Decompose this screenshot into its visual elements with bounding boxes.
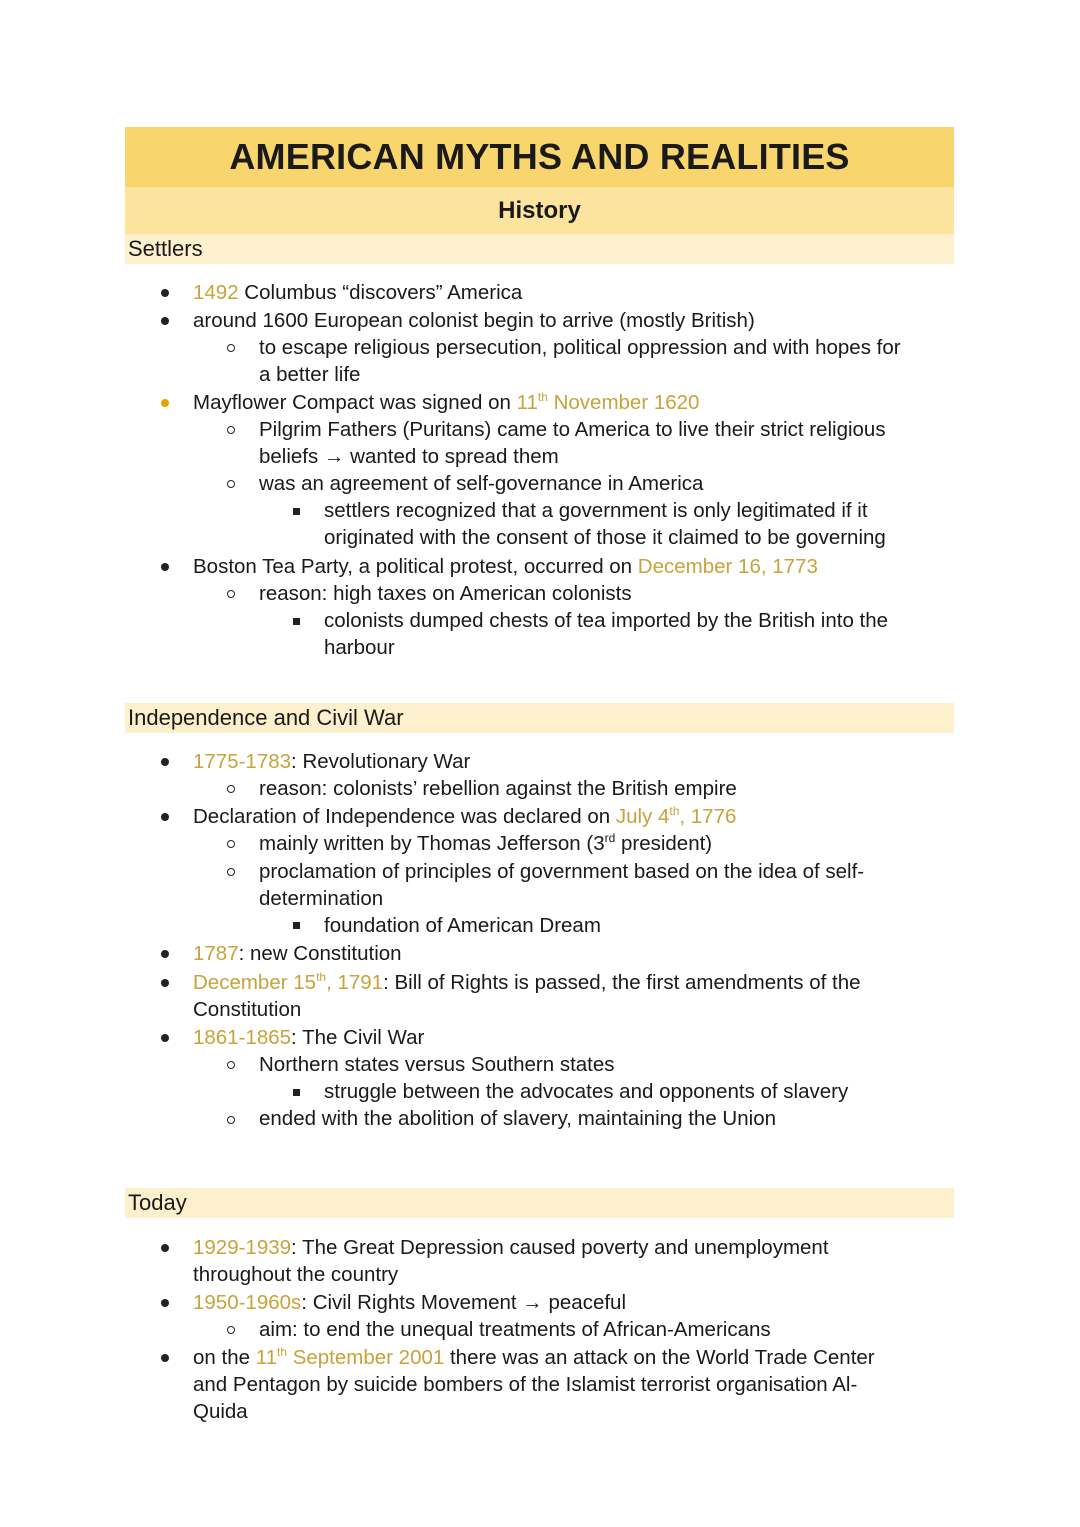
sub-sub-item: struggle between the advocates and opponents of slavery xyxy=(324,1080,849,1103)
item-text: : The Civil War xyxy=(291,1026,425,1049)
section-heading-settlers: Settlers xyxy=(125,234,954,264)
date-rest: , 1791 xyxy=(326,971,384,994)
sub-item: reason: high taxes on American colonists xyxy=(259,582,632,605)
date-day: July 4 xyxy=(615,805,670,828)
sub-sub-item: foundation of American Dream xyxy=(324,914,601,937)
sub-item: reason: colonists’ rebellion against the British empire xyxy=(259,777,737,800)
list-item xyxy=(193,969,861,996)
sub-bullet xyxy=(227,868,235,876)
date-rest: , 1776 xyxy=(679,805,737,828)
sub-bullet xyxy=(227,480,235,488)
list-item-continued: Constitution xyxy=(193,998,302,1021)
date-highlight: December 16, 1773 xyxy=(637,555,818,578)
list-item xyxy=(193,803,736,830)
sub-bullet xyxy=(227,344,235,352)
bullet xyxy=(161,1034,169,1042)
date-highlight: 1929-1939 xyxy=(193,1236,292,1259)
date-highlight xyxy=(616,805,737,828)
bullet xyxy=(161,1354,169,1362)
bullet xyxy=(161,758,169,766)
item-text-end: president) xyxy=(615,832,713,855)
date-highlight xyxy=(193,971,383,994)
list-item xyxy=(193,748,470,775)
sub-sub-item: colonists dumped chests of tea imported by the British into the xyxy=(324,609,889,632)
item-text: on the xyxy=(193,1346,256,1369)
square-bullet xyxy=(293,922,300,929)
date-suffix: th xyxy=(537,390,548,405)
square-bullet xyxy=(293,618,300,625)
date-rest: November 1620 xyxy=(547,391,700,414)
sub-sub-item: settlers recognized that a government is only legitimated if it xyxy=(324,499,868,522)
date-suffix: th xyxy=(276,1345,287,1360)
date-day: 11 xyxy=(255,1346,277,1369)
sub-bullet xyxy=(227,1116,235,1124)
section-heading-independence: Independence and Civil War xyxy=(125,703,954,733)
list-item-continued: throughout the country xyxy=(193,1263,399,1286)
list-item-continued: Quida xyxy=(193,1400,248,1423)
date-highlight xyxy=(517,391,700,414)
sub-item: was an agreement of self-governance in America xyxy=(259,472,704,495)
date-day: December 15 xyxy=(193,971,317,994)
page-subtitle: History xyxy=(498,196,581,224)
bullet xyxy=(161,813,169,821)
sub-bullet xyxy=(227,840,235,848)
list-item-continued: and Pentagon by suicide bombers of the Islamist terrorist organisation Al- xyxy=(193,1373,858,1396)
bullet xyxy=(161,563,169,571)
date-rest: September 2001 xyxy=(287,1346,445,1369)
sub-item: ended with the abolition of slavery, maintaining the Union xyxy=(259,1107,776,1130)
item-text: : Civil Rights Movement → peaceful xyxy=(301,1291,627,1314)
item-text: : Revolutionary War xyxy=(291,750,471,773)
item-text: Mayflower Compact was signed on xyxy=(193,391,517,414)
date-highlight xyxy=(256,1346,445,1369)
section-heading-today: Today xyxy=(125,1188,954,1218)
list-item xyxy=(193,553,818,580)
date-highlight: 1950-1960s xyxy=(193,1291,302,1314)
item-text: mainly written by Thomas Jefferson (3 xyxy=(259,832,605,855)
bullet xyxy=(161,399,169,407)
sub-item: Northern states versus Southern states xyxy=(259,1053,615,1076)
sub-item xyxy=(259,830,712,857)
sub-item: to escape religious persecution, political oppression and with hopes for xyxy=(259,336,901,359)
date-suffix: th xyxy=(316,970,327,985)
sub-item: proclamation of principles of government based on the idea of self- xyxy=(259,860,865,883)
sub-bullet xyxy=(227,785,235,793)
title-band xyxy=(125,127,954,187)
item-text: : Bill of Rights is passed, the first amendments of the xyxy=(383,971,861,994)
page-title: AMERICAN MYTHS AND REALITIES xyxy=(229,136,850,177)
bullet xyxy=(161,289,169,297)
sub-item-continued: a better life xyxy=(259,363,361,386)
square-bullet xyxy=(293,1089,300,1096)
sub-item-continued: beliefs → wanted to spread them xyxy=(259,445,559,468)
sub-bullet xyxy=(227,1061,235,1069)
sub-bullet xyxy=(227,1326,235,1334)
date-highlight: 1492 xyxy=(193,281,239,304)
list-item xyxy=(193,1289,626,1316)
sub-item: aim: to end the unequal treatments of African-Americans xyxy=(259,1318,771,1341)
bullet xyxy=(161,1299,169,1307)
list-item xyxy=(193,940,402,967)
sub-item: Pilgrim Fathers (Puritans) came to America to live their strict religious xyxy=(259,418,886,441)
sub-sub-item-continued: harbour xyxy=(324,636,395,659)
list-item xyxy=(193,1024,424,1051)
bullet xyxy=(161,317,169,325)
date-day: 11 xyxy=(516,391,538,414)
subtitle-band xyxy=(125,187,954,234)
date-highlight: 1787 xyxy=(193,942,239,965)
date-highlight: 1861-1865 xyxy=(193,1026,292,1049)
sub-item-continued: determination xyxy=(259,887,384,910)
bullet xyxy=(161,979,169,987)
square-bullet xyxy=(293,508,300,515)
item-text: Declaration of Independence was declared on xyxy=(193,805,616,828)
item-text: : The Great Depression caused poverty and unemployment xyxy=(291,1236,829,1259)
list-item xyxy=(193,389,699,416)
sub-bullet xyxy=(227,590,235,598)
list-item xyxy=(193,279,522,306)
sub-bullet xyxy=(227,426,235,434)
list-item xyxy=(193,1344,875,1371)
item-text-end: there was an attack on the World Trade Center xyxy=(444,1346,875,1369)
date-suffix: th xyxy=(669,804,680,819)
ordinal-suffix: rd xyxy=(604,831,616,846)
list-item xyxy=(193,1234,829,1261)
date-highlight: 1775-1783 xyxy=(193,750,292,773)
item-text: : new Constitution xyxy=(238,942,402,965)
bullet xyxy=(161,1244,169,1252)
sub-sub-item-continued: originated with the consent of those it claimed to be governing xyxy=(324,526,886,549)
item-text: Columbus “discovers” America xyxy=(238,281,523,304)
item-text: Boston Tea Party, a political protest, occurred on xyxy=(193,555,638,578)
bullet xyxy=(161,950,169,958)
list-item: around 1600 European colonist begin to arrive (mostly British) xyxy=(193,309,755,332)
